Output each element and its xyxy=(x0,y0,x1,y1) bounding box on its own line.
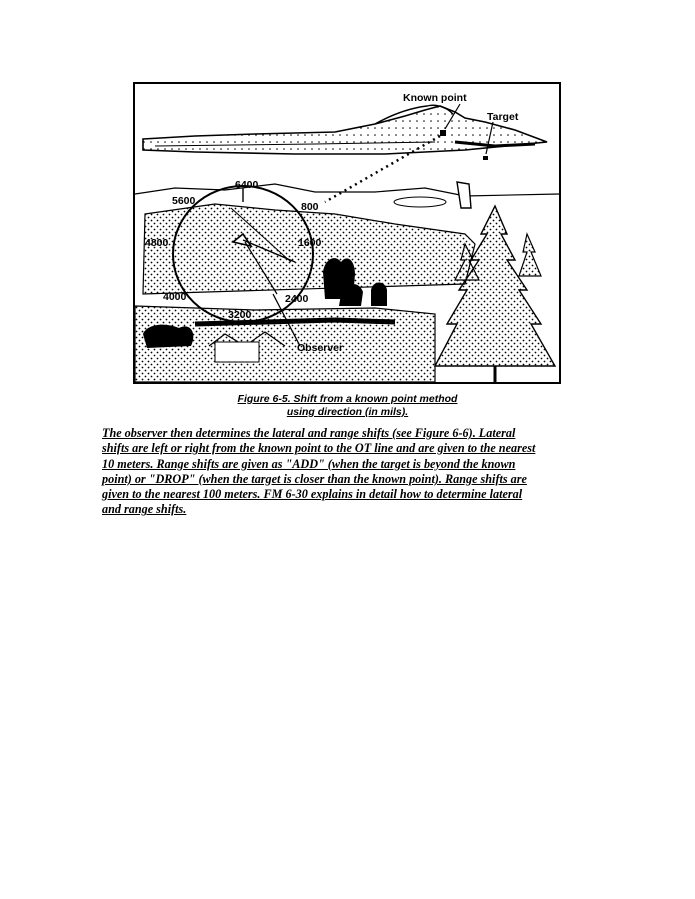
terrain-sketch xyxy=(135,84,559,382)
mils-3200-label: 3200 xyxy=(228,309,252,321)
mils-5600-label: 5600 xyxy=(172,195,196,207)
figure-caption xyxy=(200,393,495,419)
paragraph-line: and range shifts. xyxy=(102,502,187,517)
mils-4000-label: 4000 xyxy=(163,291,187,303)
mils-4800-label: 4800 xyxy=(145,237,169,249)
paragraph-line: The observer then determines the lateral and range shifts (see Figure 6-6). Lateral xyxy=(102,426,516,440)
body-paragraph xyxy=(102,426,602,518)
mils-800-label: 800 xyxy=(301,201,319,213)
paragraph-line: 10 meters. Range shifts are given as "ADD" (when the target is beyond the known xyxy=(102,456,516,471)
paragraph-line: given to the nearest 100 meters. FM 6-30 explains in detail how to determine lateral xyxy=(102,487,523,502)
observer-label: Observer xyxy=(297,342,344,354)
caption-line: Figure 6-5. Shift from a known point method xyxy=(237,393,458,405)
target-label: Target xyxy=(487,111,519,123)
figure-6-5-illustration xyxy=(133,82,561,384)
known-point-label: Known point xyxy=(403,92,467,104)
paragraph-line: point) or "DROP" (when the target is closer than the known point). Range shifts are xyxy=(102,471,527,486)
mils-6400-label: 6400 xyxy=(235,179,259,191)
caption-line: using direction (in mils). xyxy=(286,406,409,418)
target-marker xyxy=(483,156,488,160)
paragraph-line: shifts are left or right from the known point to the OT line and are given to the nearest xyxy=(102,441,536,456)
mils-1600-label: 1600 xyxy=(298,237,322,249)
known-point-marker xyxy=(440,130,446,136)
mils-2400-label: 2400 xyxy=(285,293,309,305)
